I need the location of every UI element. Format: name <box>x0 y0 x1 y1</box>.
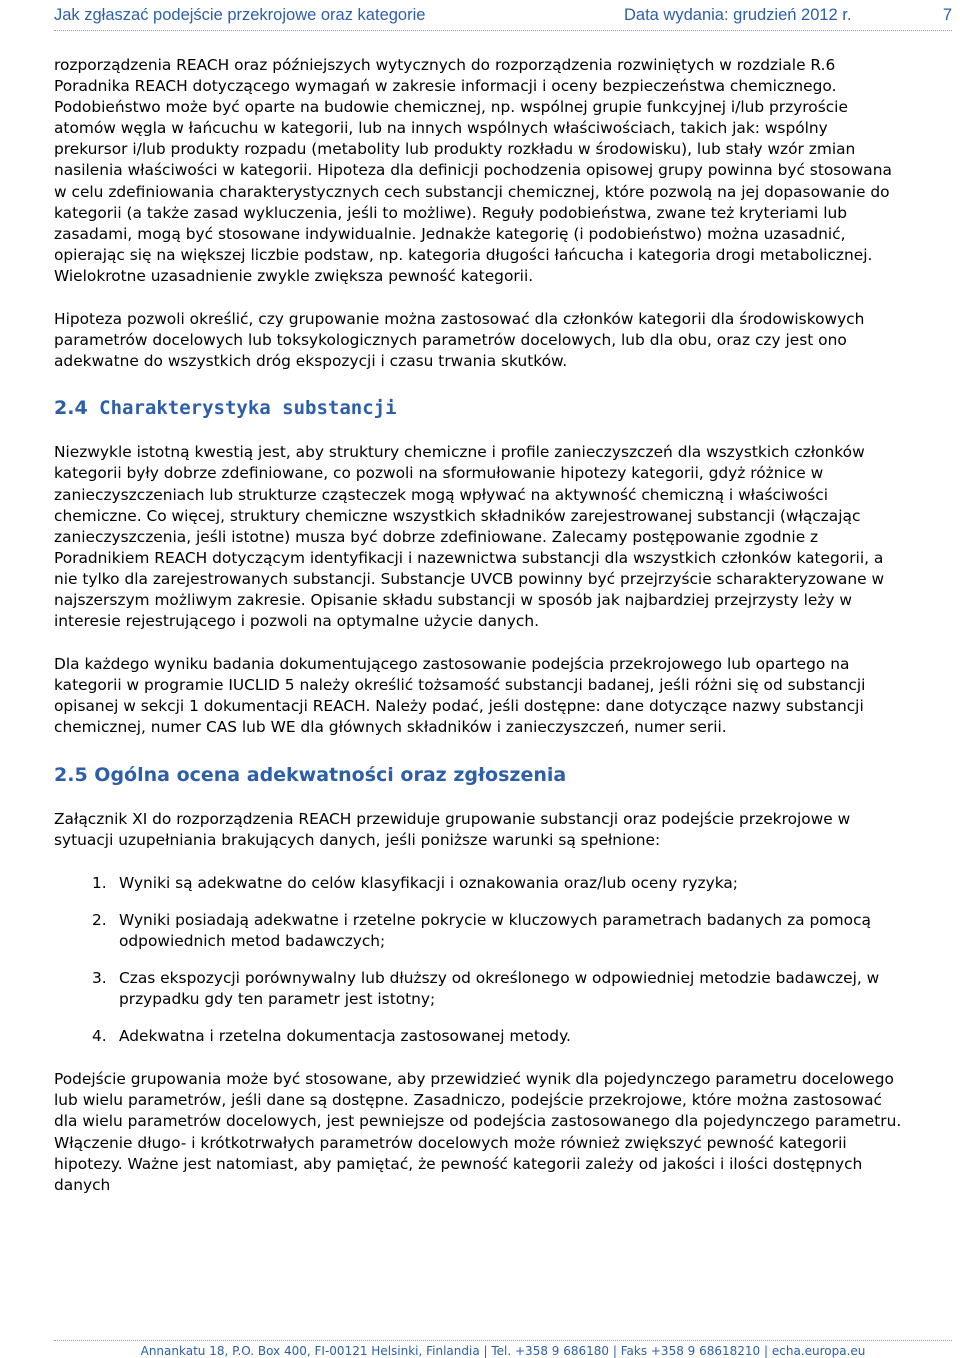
paragraph-characterization: Niezwykle istotną kwestią jest, aby struktury chemiczne i profile zanieczyszczeń dla wszystkich członków kategorii były dobrze zdefiniowane, co pozwoli na sformułowanie hipotezy kategorii, gdyż różnice w zanieczyszczeniach lub strukturze cząsteczek mogą wpływać na aktywność chemiczną i właściwości chemiczne. Co więcej, struktury chemiczne wszystkich składników zarejestrowanej substancji (włączając zanieczyszczenia, jeśli istotne) musza być dobrze zdefiniowane. Zalecamy postępowanie zgodnie z Poradnikiem REACH dotyczącym identyfikacji i nazewnictwa substancji dla wszystkich członków kategorii, a nie tylko dla zarejestrowanych substancji. Substancje UVCB powinny być przejrzyście scharakteryzowane w najszerszym możliwym zakresie. Opisanie składu substancji w sposób jak najbardziej przejrzysty leży w interesie rejestrującego i pozwoli na optymalne użycie danych. <box>54 443 885 631</box>
section-number: 2.5 <box>54 763 88 786</box>
section-title: Charakterystyka substancji <box>99 397 397 420</box>
criteria-list <box>54 873 902 1048</box>
paragraph-iuclid: Dla każdego wyniku badania dokumentującego zastosowanie podejścia przekrojowego lub opartego na kategorii w programie IUCLID 5 należy określić tożsamość substancji badanej, jeśli różni się od substancji opisanej w sekcji 1 dokumentacji REACH. Należy podać, jeśli dostępne: dane dotyczące nazwy substancji chemicznej, numer CAS lub WE dla głównych składników i zanieczyszczeń, numer serii. <box>54 655 866 737</box>
section-title: Ogólna ocena adekwatności oraz zgłoszenia <box>94 763 567 786</box>
list-text: Wyniki są adekwatne do celów klasyfikacji i oznakowania oraz/lub oceny ryzyka; <box>119 873 738 892</box>
section-heading-2-4 <box>54 396 902 420</box>
paragraph-hypothesis: Hipoteza pozwoli określić, czy grupowanie można zastosować dla członków kategorii dla środowiskowych parametrów docelowych lub toksykologicznych parametrów docelowych, lub dla obu, oraz czy jest ono adekwatne do wszystkich dróg ekspozycji i czasu trwania skutków. <box>54 310 865 371</box>
list-number: 3. <box>92 969 107 987</box>
publication-date: Data wydania: grudzień 2012 r. <box>624 6 852 24</box>
list-text: Wyniki posiadają adekwatne i rzetelne pokrycie w kluczowych parametrach badanych za pomocą odpowiednich metod badawczych; <box>119 910 871 950</box>
list-item <box>54 910 902 952</box>
list-item <box>54 968 902 1010</box>
page-header <box>54 2 952 31</box>
document-title: Jak zgłaszać podejście przekrojowe oraz kategorie <box>54 6 426 24</box>
section-heading-2-5 <box>54 763 902 787</box>
list-item <box>54 873 902 894</box>
list-text: Czas ekspozycji porównywalny lub dłuższy od określonego w odpowiedniej metodzie badawczej, w przypadku gdy ten parametr jest istotny; <box>119 969 880 1009</box>
list-item <box>54 1026 902 1047</box>
page-number: 7 <box>942 6 952 24</box>
page-footer <box>54 1340 952 1358</box>
paragraph-annex-xi: Załącznik XI do rozporządzenia REACH przewiduje grupowanie substancji oraz podejście przekrojowe w sytuacji uzupełniania brakujących danych, jeśli poniższe warunki są spełnione: <box>54 809 851 849</box>
document-body <box>54 55 902 1196</box>
list-text: Adekwatna i rzetelna dokumentacja zastosowanej metody. <box>119 1027 571 1046</box>
footer-contact: Annankatu 18, P.O. Box 400, FI-00121 Helsinki, Finlandia | Tel. +358 9 686180 | Faks +358 9 68618210 | echa.europa.eu <box>140 1344 866 1358</box>
list-number: 2. <box>92 910 107 929</box>
list-number: 1. <box>92 873 107 892</box>
list-number: 4. <box>92 1027 107 1046</box>
paragraph-intro: rozporządzenia REACH oraz późniejszych wytycznych do rozporządzenia rozwiniętych w rozdziale R.6 Poradnika REACH dotyczącego wymagań w zakresie informacji i oceny bezpieczeństwa chemicznego. Podobieństwo może być oparte na budowie chemicznej, np. wspólnej grupie funkcyjnej i/lub przyroście atomów węgla w łańcuchu w kategorii, lub na innych wspólnych właściwościach, takich jak: wspólny prekursor i/lub produkty rozpadu (metabolity lub produkty rozkładu w środowisku), lub stały wzór zmian nasilenia właściwości w kategorii. Hipoteza dla definicji pochodzenia opisowej grupy powinna być stosowana w celu zdefiniowania charakterystycznych cech substancji chemicznej, które pozwolą na jej dopasowanie do kategorii (a także zasad wykluczenia, jeśli to możliwe). Reguły podobieństwa, zwane też kryteriami lub zasadami, mogą być stosowane indywidualnie. Jednakże kategorię (i podobieństwo) można uzasadnić, opierając się na większej liczbie podstaw, np. kategoria długości łańcucha i kategoria drogi metabolicznej. Wielokrotne uzasadnienie zwykle zwiększa pewność kategorii. <box>54 56 892 285</box>
paragraph-grouping: Podejście grupowania może być stosowane, aby przewidzieć wynik dla pojedynczego parametru docelowego lub wielu parametrów, jeśli dane są dostępne. Zasadniczo, podejście przekrojowe, które można zastosować dla wielu parametrów docelowych, jest pewniejsze od podejścia zastosowanego dla pojedynczego parametru. Włączenie długo- i krótkotrwałych parametrów docelowych może również zwiększyć pewność kategorii hipotezy. Ważne jest natomiast, aby pamiętać, że pewność kategorii zależy od jakości i ilości dostępnych danych <box>54 1070 902 1194</box>
section-number: 2.4 <box>54 397 88 420</box>
